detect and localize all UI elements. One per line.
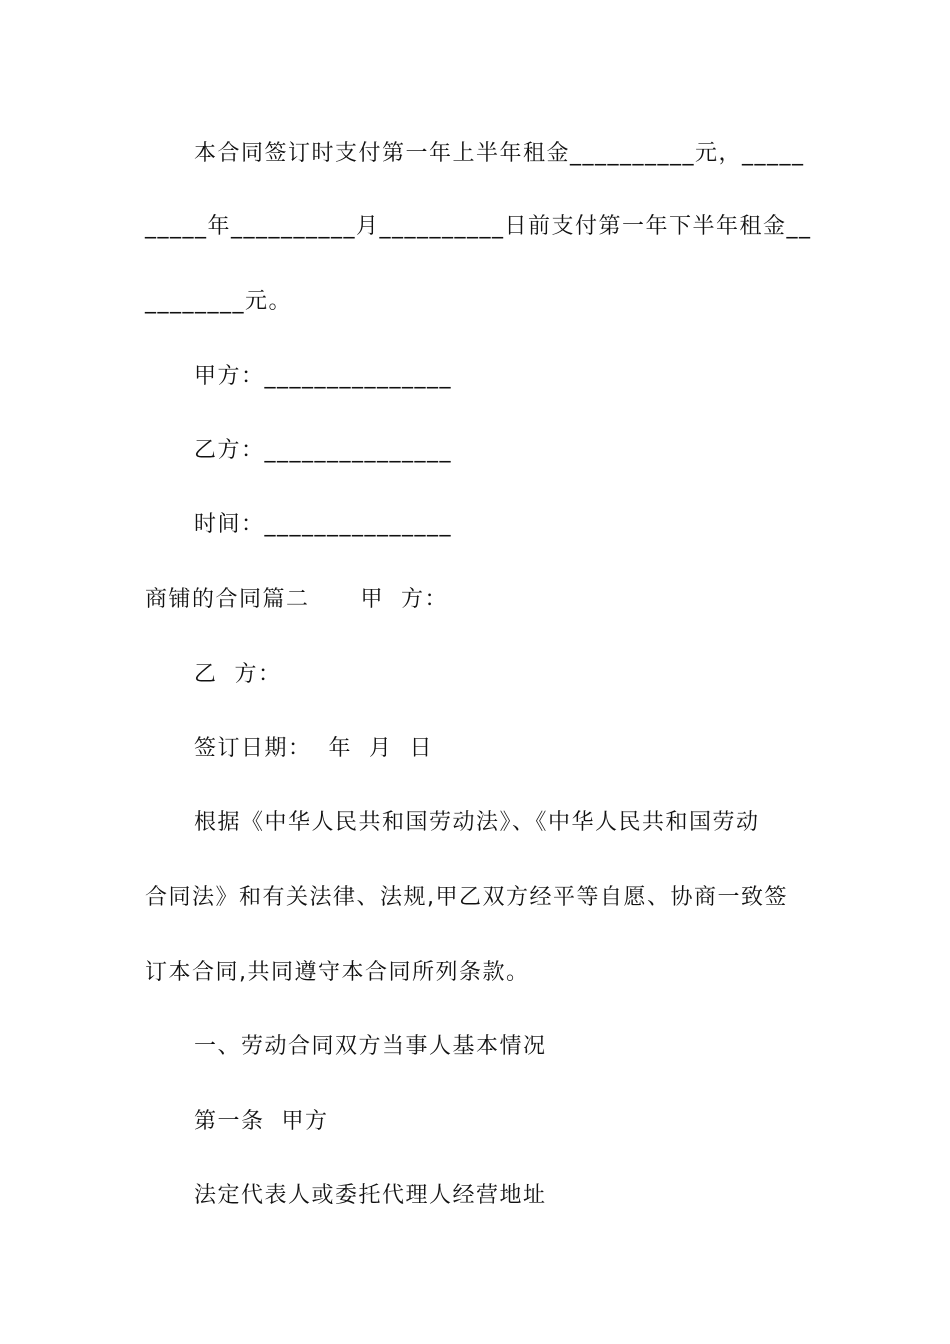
party-b-signature-field: 乙方：_______________ (194, 438, 453, 463)
preamble-line-3: 订本合同,共同遵守本合同所列条款。 (145, 960, 530, 985)
signing-date-label: 签订日期： 年 月 日 (194, 736, 433, 761)
rent-payment-line-1: 本合同签订时支付第一年上半年租金__________元，_____ (194, 141, 805, 166)
party-a-signature-field: 甲方：_______________ (194, 364, 453, 389)
preamble-line-1: 根据《中华人民共和国劳动法》、《中华人民共和国劳动 (194, 810, 760, 835)
party-b-label: 乙 方： (194, 662, 282, 687)
rent-payment-line-3: ________元。 (145, 289, 293, 314)
rent-payment-line-2: _____年__________月__________日前支付第一年下半年租金__ (145, 214, 812, 239)
legal-representative-line: 法定代表人或委托代理人经营地址 (194, 1183, 547, 1208)
article-one-heading: 第一条 甲方 (194, 1109, 329, 1134)
section-title-contract-two: 商铺的合同篇二 甲 方： (145, 587, 448, 612)
preamble-line-2: 合同法》和有关法律、法规,甲乙双方经平等自愿、协商一致签 (145, 885, 788, 910)
section-heading-parties: 一、劳动合同双方当事人基本情况 (194, 1034, 547, 1059)
date-signature-field: 时间：_______________ (194, 512, 453, 537)
